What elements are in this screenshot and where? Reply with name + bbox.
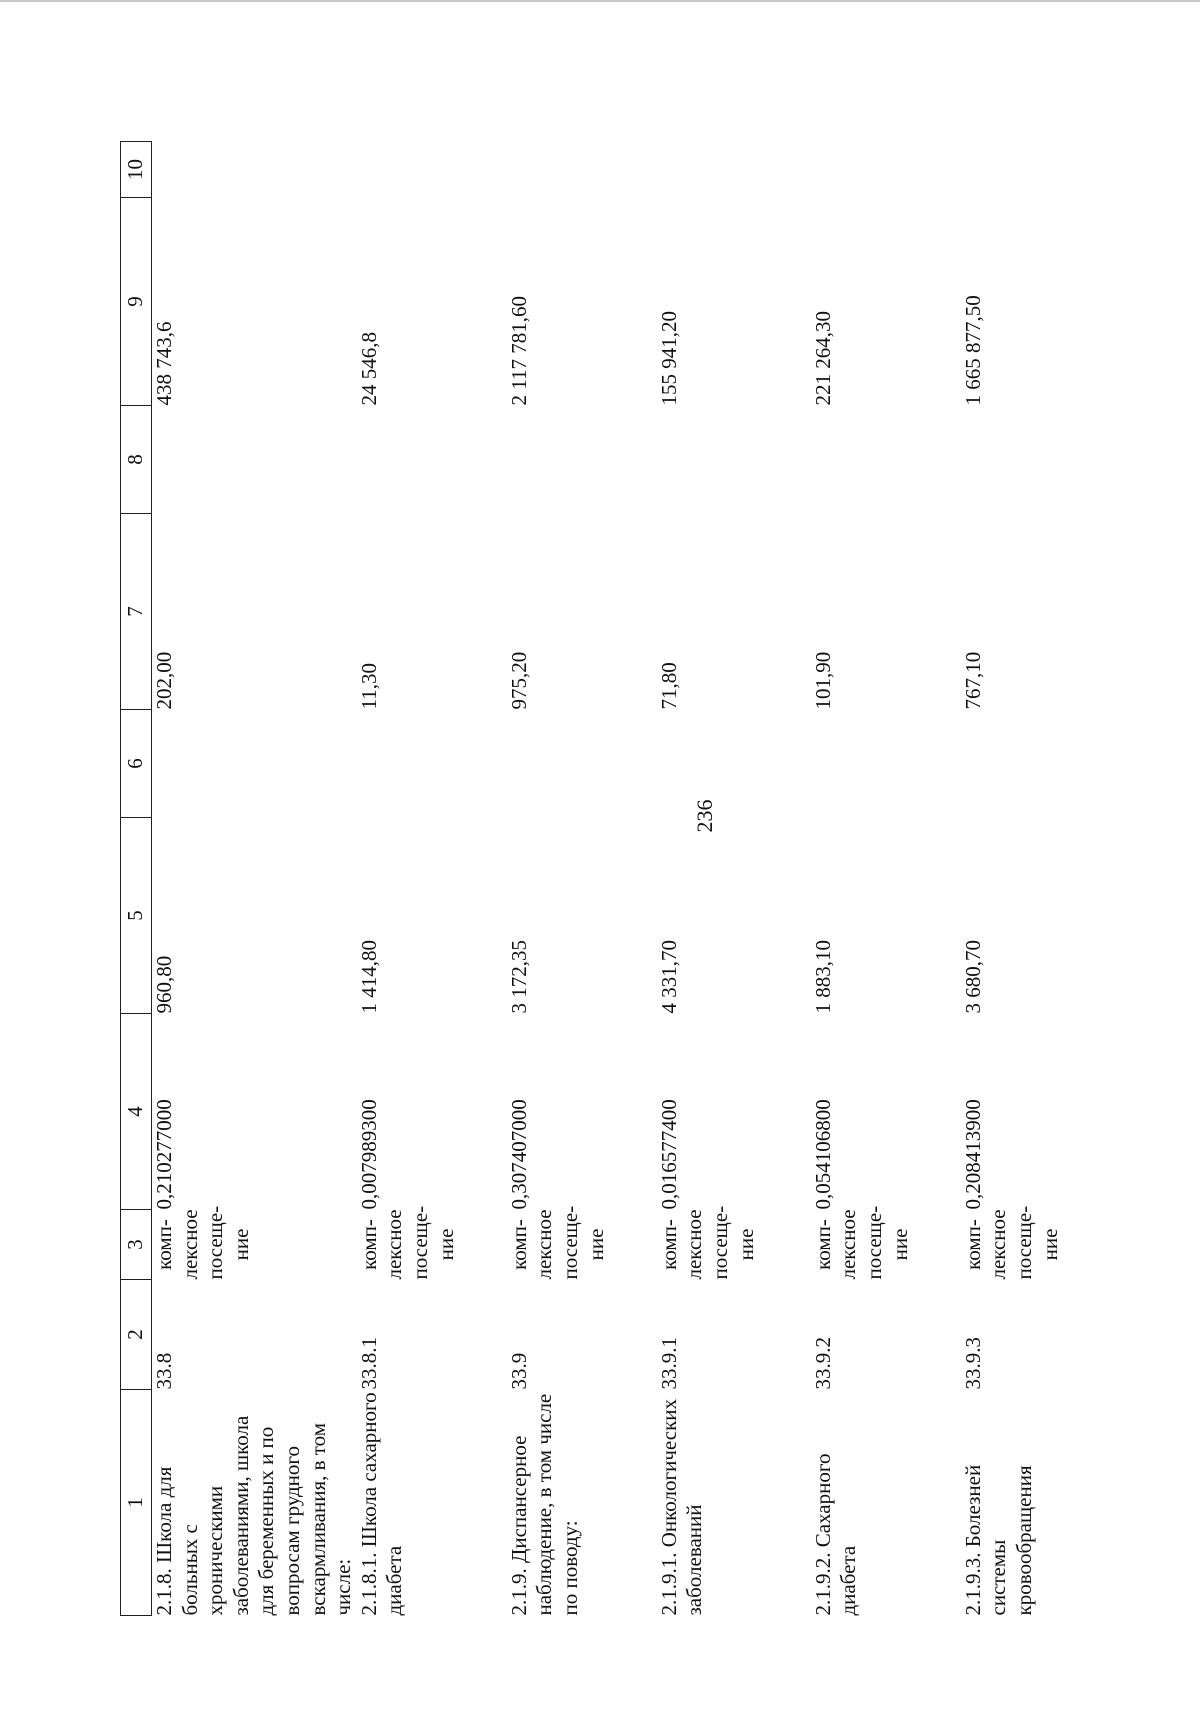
row-col7-value: 11,30 [356,663,381,710]
row-name: 2.1.8. Школа для больных с хроническими заболеваниями, школа для беременных и по вопросам грудного вскармливания, в том числе: [152,1415,356,1616]
row-col6-value [961,710,1101,818]
column-header-1: 1 [121,1390,152,1616]
table-row [811,142,961,1616]
column-header-5: 5 [121,818,152,1014]
row-col5-value: 4 331,70 [656,940,681,1014]
column-header-2: 2 [121,1280,152,1390]
table-row [657,142,811,1616]
row-col10-value [811,142,961,198]
row-unit: комп-лексное посеще-ние [656,1205,758,1280]
table-row [152,142,357,1616]
row-col6-value [657,710,811,818]
row-unit: комп-лексное посеще-ние [152,1205,253,1280]
row-col4-value: 0,007989300 [356,1099,381,1210]
row-col7-value: 975,20 [506,651,531,710]
row-col7-value: 71,80 [656,662,681,710]
row-name: 2.1.9.2. Сахарного диабета [810,1453,861,1616]
column-header-8: 8 [121,406,152,514]
row-col6-value [152,710,357,818]
row-col8-value [811,406,961,514]
row-col5-value: 960,80 [152,955,176,1014]
row-col5-value: 1 883,10 [810,940,835,1014]
row-col6-value [507,710,657,818]
row-col8-value [961,406,1101,514]
page-number: 236 [692,799,717,833]
row-col4-value: 0,210277000 [152,1099,176,1210]
row-col9-value: 24 546,8 [356,332,381,406]
row-col7-value: 767,10 [960,651,985,710]
row-code: 33.9.3 [960,1337,985,1390]
row-col10-value [657,142,811,198]
row-name: 2.1.8.1. Школа сахарного диабета [356,1392,407,1616]
row-col4-value: 0,307407000 [506,1099,531,1210]
column-number-header-row [121,142,152,1616]
row-col4-value: 0,054106800 [810,1099,835,1210]
column-header-3: 3 [121,1210,152,1280]
row-col8-value [657,406,811,514]
row-code: 33.9.2 [810,1337,835,1390]
row-col9-value: 1 665 877,50 [960,295,985,406]
row-col5-value: 3 172,35 [506,940,531,1014]
row-unit: комп-лексное посеще-ние [356,1205,458,1280]
row-col6-value [811,710,961,818]
row-col7-value: 101,90 [810,651,835,710]
row-col8-value [357,406,507,514]
row-col8-value [152,406,357,514]
row-col9-value: 155 941,20 [656,311,681,406]
row-col10-value [961,142,1101,198]
column-header-10: 10 [121,142,152,198]
row-name: 2.1.9.3. Болезней системы кровообращения [960,1464,1037,1616]
row-code: 33.9 [506,1352,531,1390]
column-header-6: 6 [121,710,152,818]
row-col7-value: 202,00 [152,651,176,710]
column-header-9: 9 [121,198,152,406]
row-col8-value [507,406,657,514]
table-row [357,142,507,1616]
row-unit: комп-лексное посеще-ние [506,1205,608,1280]
row-col5-value: 1 414,80 [356,940,381,1014]
table-row [507,142,657,1616]
column-header-4: 4 [121,1014,152,1210]
row-name: 2.1.9.1. Онкологических заболеваний [656,1398,707,1616]
row-code: 33.8 [152,1352,176,1390]
services-volume-table [120,141,1101,1616]
row-col9-value: 221 264,30 [810,311,835,406]
row-col10-value [357,142,507,198]
row-col9-value: 2 117 781,60 [506,296,531,406]
row-col6-value [357,710,507,818]
row-unit: комп-лексное посеще-ние [810,1205,912,1280]
row-col4-value: 0,016577400 [656,1099,681,1210]
row-col9-value: 438 743,6 [152,321,176,406]
row-col10-value [507,142,657,198]
row-col10-value [152,142,357,198]
table-row [961,142,1101,1616]
row-col4-value: 0,208413900 [960,1099,985,1210]
row-code: 33.8.1 [356,1337,381,1390]
row-unit: комп-лексное посеще-ние [960,1205,1062,1280]
row-code: 33.9.1 [656,1337,681,1390]
row-col5-value: 3 680,70 [960,940,985,1014]
column-header-7: 7 [121,514,152,710]
row-name: 2.1.9. Диспансерное наблюдение, в том числе по поводу: [506,1393,583,1616]
